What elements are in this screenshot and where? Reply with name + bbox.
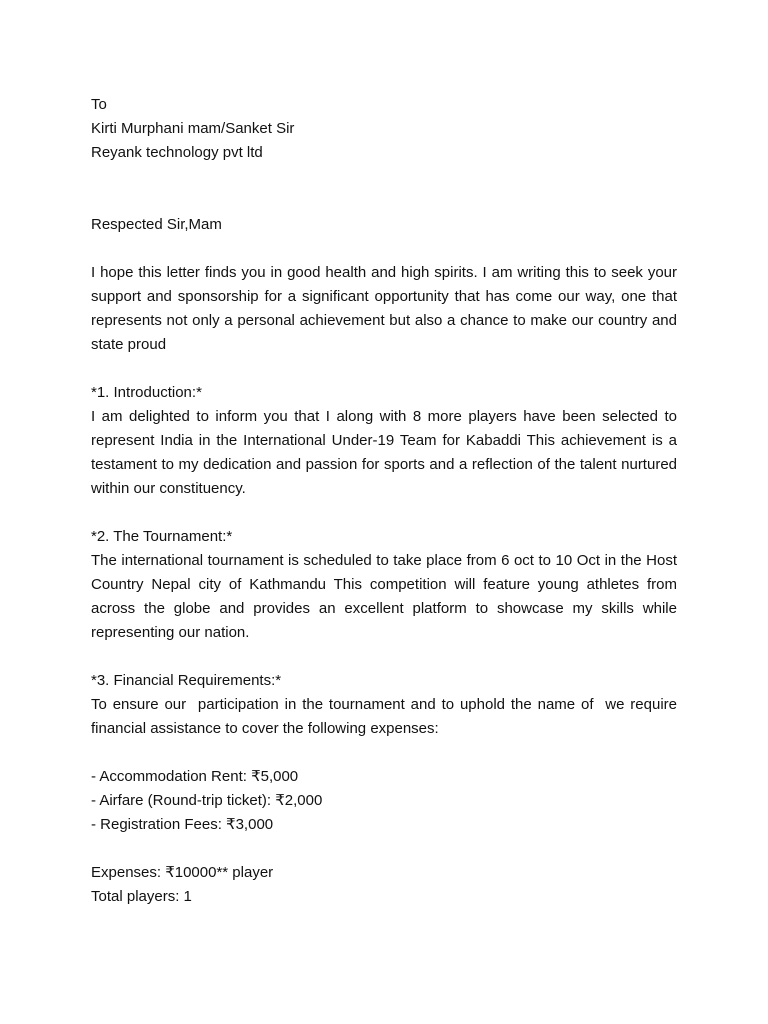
expense-per-player: Expenses: ₹10000** player: [91, 864, 274, 881]
section-heading: *2. The Tournament:*: [91, 528, 233, 545]
salutation: Respected Sir,Mam: [91, 216, 222, 233]
recipient-to: To: [91, 96, 107, 113]
expense-item: - Accommodation Rent: ₹5,000: [91, 768, 299, 785]
section-heading: *1. Introduction:*: [91, 384, 202, 401]
letter-body: [91, 93, 682, 909]
section-paragraph: To ensure our participation in the tournament and to uphold the name of we require financial assistance to cover the following expenses:: [91, 696, 682, 737]
spacer: [91, 501, 677, 525]
total-players: Total players: 1: [91, 888, 192, 905]
expense-list: [91, 765, 677, 837]
spacer: [91, 357, 677, 381]
recipient-block: [91, 93, 677, 165]
recipient-name: Kirti Murphani mam/Sanket Sir: [91, 120, 295, 137]
expense-item: - Airfare (Round-trip ticket): ₹2,000: [91, 792, 323, 809]
recipient-company: Reyank technology pvt ltd: [91, 144, 263, 161]
spacer: [91, 165, 677, 213]
section-paragraph: The international tournament is scheduled to take place from 6 oct to 10 Oct in the Host Country Nepal city of Kathmandu This competition will feature young athletes from across the globe and provides an excellent platform to showcase my skills while representing our nation.: [91, 552, 677, 641]
section-heading: *3. Financial Requirements:*: [91, 672, 282, 689]
section-financial-requirements: [91, 669, 682, 741]
spacer: [91, 837, 677, 861]
section-tournament: [91, 525, 677, 645]
opening-paragraph: I hope this letter finds you in good health and high spirits. I am writing this to seek your support and sponsorship for a significant opportunity that has come our way, one that represents not only a personal achievement but also a chance to make our country and state proud: [91, 264, 677, 353]
spacer: [91, 645, 677, 669]
section-paragraph: I am delighted to inform you that I along with 8 more players have been selected to represent India in the International Under-19 Team for Kabaddi This achievement is a testament to my dedication and passion for sports and a reflection of the talent nurtured within our constituency.: [91, 408, 677, 497]
totals-block: [91, 861, 677, 909]
spacer: [91, 741, 677, 765]
spacer: [91, 237, 677, 261]
expense-item: - Registration Fees: ₹3,000: [91, 816, 274, 833]
section-introduction: [91, 381, 677, 501]
